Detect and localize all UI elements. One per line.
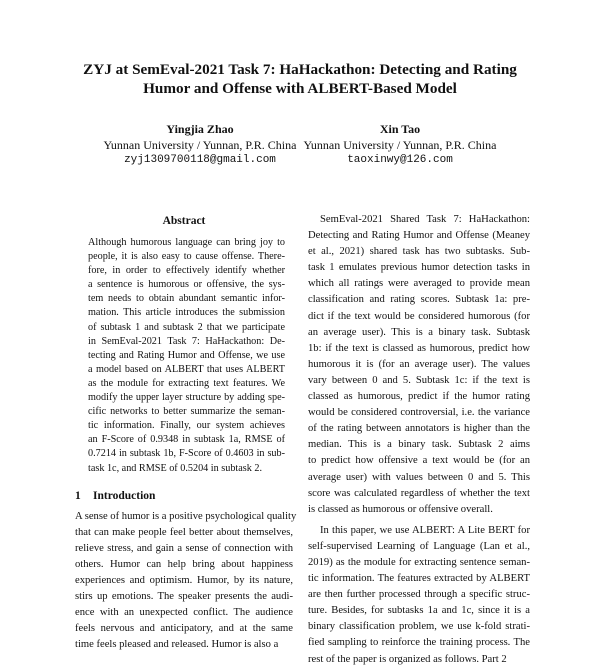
text-line: cific networks to better summarize the seman- bbox=[88, 406, 285, 418]
section-number: 1 bbox=[75, 489, 81, 502]
text-line: an F-Score of 0.9348 in subtask 1a, RMSE of bbox=[88, 434, 285, 446]
text-line: self-supervised Learning of Language (Lan et al., bbox=[308, 540, 530, 552]
text-line: ture. Besides, for subtasks 1a and 1c, since it is a bbox=[308, 605, 530, 617]
title-line: Humor and Offense with ALBERT-Based Model bbox=[143, 80, 457, 97]
text-line: are then further processed through a specific struc- bbox=[308, 589, 530, 601]
text-line: of subtask 1 and subtask 2 that we participate bbox=[88, 321, 285, 333]
text-line: score was calculated regardless of whether the text bbox=[308, 487, 530, 499]
text-line: 1b: if the text is classed as humorous, predict how bbox=[308, 342, 530, 354]
intro-paragraph bbox=[75, 509, 297, 654]
text-line: 0.7214 in subtask 1b, F-Score of 0.4603 in sub- bbox=[88, 448, 285, 460]
text-line: in SemEval-2021 Task 7: HaHackathon: De- bbox=[88, 335, 285, 347]
text-line: a model based on ALBERT that uses ALBERT bbox=[88, 363, 285, 375]
paper-title bbox=[0, 60, 600, 98]
text-line: In this paper, we use ALBERT: A Lite BERT for bbox=[320, 524, 530, 536]
method-paragraph bbox=[308, 523, 530, 668]
left-column bbox=[75, 212, 297, 653]
text-line: binary classification problem, we use k-fold strati- bbox=[308, 621, 530, 633]
text-line: as the module for extracting text features. We bbox=[88, 377, 285, 389]
text-line: ence with an unexpected conflict. The audience bbox=[75, 607, 293, 619]
text-line: classification and rating scores. Subtask 1a: pre- bbox=[308, 294, 530, 306]
text-line: a sentence is humorous or offensive, the sys- bbox=[88, 279, 285, 291]
text-line: an average user). This is a binary task. Subtask bbox=[308, 326, 530, 338]
author-block bbox=[300, 122, 500, 168]
text-line: to predict how offensive a text would be (for an bbox=[308, 455, 530, 467]
text-line: which all ratings were averaged to provide mean bbox=[308, 278, 530, 290]
text-line: fore, in order to effectively identify whether bbox=[88, 265, 285, 277]
text-line: Detecting and Rating Humor and Offense (Meaney bbox=[308, 230, 530, 242]
text-line: relieve stress, and gain a sense of connection with bbox=[75, 542, 293, 554]
text-line: Although humorous language can bring joy to bbox=[88, 237, 285, 248]
section-title: Introduction bbox=[93, 489, 156, 502]
text-line: would be considered controversial, i.e. the variance bbox=[308, 407, 530, 419]
title-line: ZYJ at SemEval-2021 Task 7: HaHackathon: Detecting and Rating bbox=[83, 61, 517, 78]
text-line: task 1 emulates previous humor detection tasks in bbox=[308, 262, 530, 274]
text-line: SemEval-2021 Shared Task 7: HaHackathon: bbox=[320, 214, 530, 225]
text-line: rest of the paper is organized as follows. Part 2 bbox=[308, 653, 507, 665]
text-line: others. Humor can help bring about happiness bbox=[75, 558, 293, 570]
text-line: modify the upper layer structure by adding spe- bbox=[88, 392, 285, 404]
abstract-heading: Abstract bbox=[162, 215, 206, 227]
text-line: classed as humorous, predict if the humor rating bbox=[308, 391, 530, 403]
abstract-body bbox=[88, 236, 285, 476]
text-line: that can make people feel better about themselves, bbox=[75, 526, 293, 538]
author-email: taoxinwy@126.com bbox=[347, 154, 453, 166]
text-line: experiences and optimism. Humor, by its nature, bbox=[75, 574, 293, 586]
text-line: vary between 0 and 5. Subtask 1c: if the text is bbox=[308, 374, 530, 386]
right-column bbox=[308, 212, 530, 668]
text-line: tic information. The features extracted by ALBERT bbox=[308, 573, 530, 585]
task-description-paragraph bbox=[308, 212, 530, 518]
text-line: tecting and Rating Humor and Offense, we use bbox=[88, 349, 285, 361]
author-affiliation: Yunnan University / Yunnan, P.R. China bbox=[303, 138, 497, 152]
text-line: fied sampling to reinforce the training process. The bbox=[308, 637, 530, 649]
text-line: median. This is a binary task. Subtask 2 aims bbox=[308, 439, 530, 451]
author-name: Xin Tao bbox=[379, 122, 421, 136]
text-line: time feels pleased and released. Humor is also a bbox=[75, 639, 279, 651]
text-line: task 1c, and RMSE of 0.5204 in subtask 2. bbox=[88, 462, 263, 474]
text-line: feels nervous and anticipatory, and at the same bbox=[75, 623, 293, 635]
text-line: average user) with values between 0 and 5. This bbox=[308, 471, 530, 483]
text-line: A sense of humor is a positive psychological quality bbox=[75, 510, 297, 522]
text-line: of the rating between annotators is higher than the bbox=[308, 423, 530, 435]
author-block bbox=[100, 122, 300, 168]
author-name: Yingjia Zhao bbox=[166, 122, 234, 136]
section-heading bbox=[75, 487, 293, 505]
text-line: mation. This article introduces the submission bbox=[88, 307, 285, 319]
author-affiliation: Yunnan University / Yunnan, P.R. China bbox=[103, 138, 297, 152]
text-line: tem needs to obtain abundant semantic infor- bbox=[88, 293, 285, 305]
text-line: tic information. Finally, our system achieves bbox=[88, 420, 285, 432]
text-line: people, it is also easy to cause offense. There- bbox=[88, 251, 285, 263]
text-line: 2019) as the module for extracting sentence seman- bbox=[308, 556, 530, 568]
text-line: humorous it is (for an average user). The values bbox=[308, 358, 530, 370]
text-line: stirs up emotions. The speaker presents the audi- bbox=[75, 591, 293, 603]
text-line: dict if the text would be considered humorous (for bbox=[308, 310, 530, 322]
author-email: zyj1309700118@gmail.com bbox=[124, 154, 276, 166]
text-line: et al., 2021) shared task has two subtasks. Sub- bbox=[308, 246, 530, 258]
text-line: is classed as humorous or offensive overall. bbox=[308, 503, 493, 515]
